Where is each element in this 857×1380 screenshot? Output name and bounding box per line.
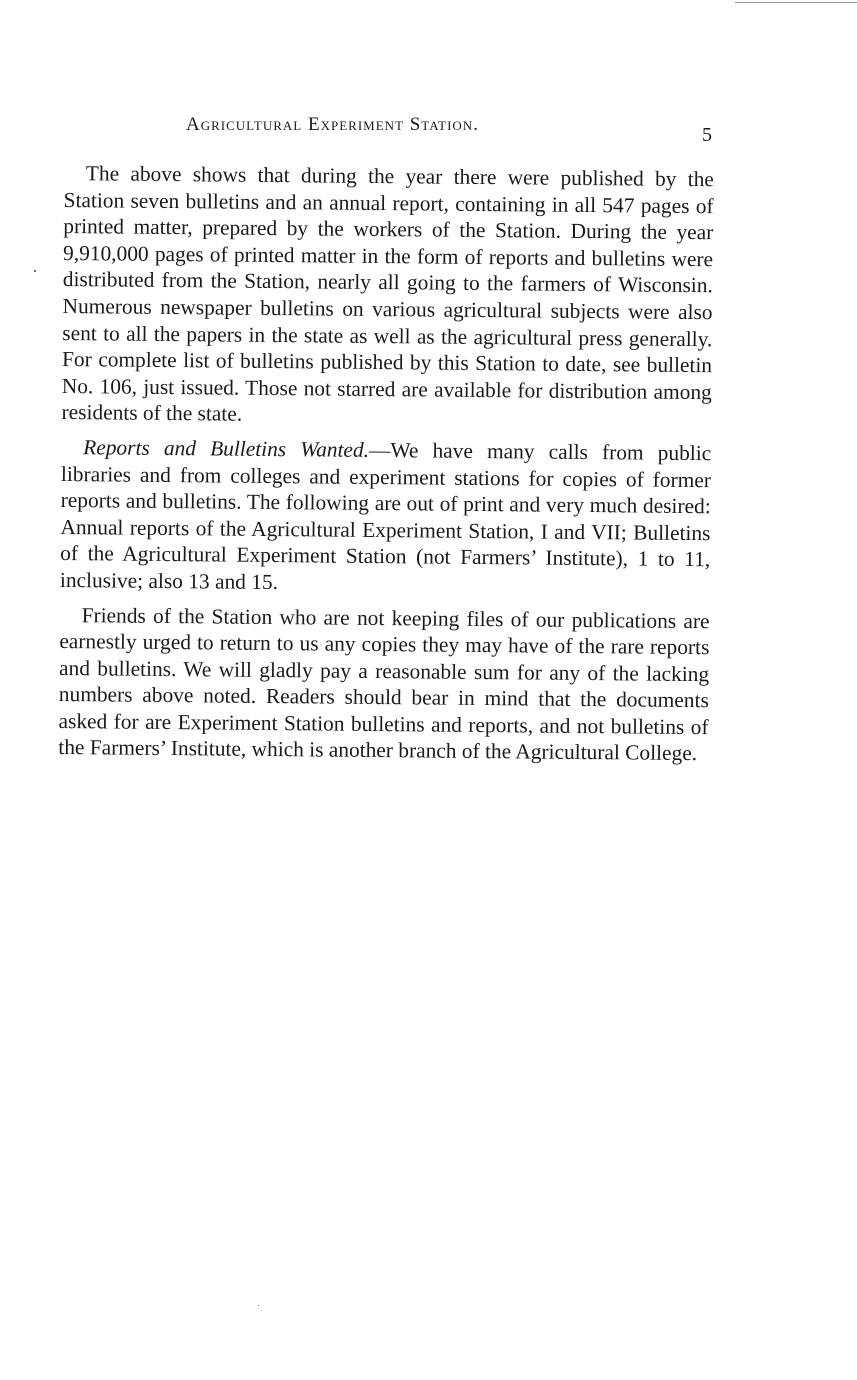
page-edge-line [735, 2, 857, 3]
page-number: 5 [702, 124, 712, 146]
paragraph-heading-reports-wanted: Reports and Bulletins Wanted. [83, 435, 370, 462]
paragraph-friends-of-station: Friends of the Station who are not keeping files of our publications are earnestly urged to return to us any copies they may have of the rare reports and bulletins. We will gladly pay a reasonable sum for any of the lacking numbers above noted. Readers should bear in mind that the documents asked for are Experiment Station bulletins and reports, and not bulletins of the Farmers’ Institute, which is another branch of the Agricultural College. [58, 602, 710, 766]
paragraph-publications-summary: The above shows that during the year there were published by the Station seven bulletins and an annual report, containing in all 547 pages of printed matter, prepared by the workers of the Station. During the year 9,910,000 pages of printed matter in the form of reports and bulletins were distributed from the Station, nearly all going to the farmers of Wisconsin. Numerous newspaper bulletins on various agricultural subjects were also sent to all the papers in the state as well as the agricultural press generally. For complete list of bulletins published by this Station to date, see bulletin No. 106, just issued. Those not starred are available for distribution among residents of the state. [61, 161, 714, 427]
paper-speck [34, 270, 36, 272]
paper-speck [258, 1305, 259, 1306]
paragraph-reports-wanted [60, 434, 712, 600]
body-text [58, 160, 714, 775]
paragraph-reports-wanted-body: —We have many calls from public libraries and from colleges and experiment stations for copies of former reports and bulletins. The following are out of print and very much desired: Annual reports of the Agricultural Experiment Station, I and VII; Bulletins of the Agricultural Experiment Station (not Farmers’ Institute), 1 to 11, inclusive; also 13 and 15. [59, 437, 712, 594]
running-head: Agricultural Experiment Station. [186, 114, 479, 135]
